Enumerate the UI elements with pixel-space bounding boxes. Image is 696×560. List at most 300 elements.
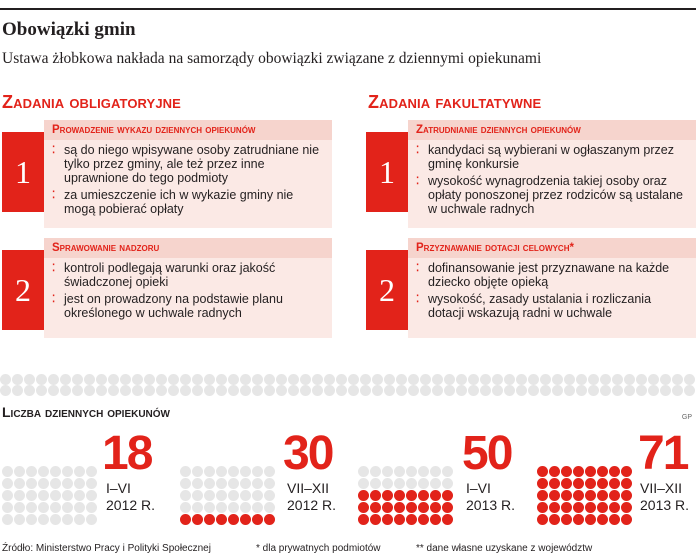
decorative-dot	[192, 385, 203, 396]
decorative-dot	[684, 374, 695, 385]
decorative-dot	[84, 374, 95, 385]
decorative-dot	[324, 374, 335, 385]
chart-mark-3	[597, 502, 608, 513]
decorative-dot	[372, 374, 383, 385]
chart-dot	[86, 502, 97, 513]
chart-mark-1	[216, 514, 227, 525]
chart-dot	[264, 490, 275, 501]
decorative-dot	[528, 374, 539, 385]
chart-dot	[86, 466, 97, 477]
bullet-icon: ⁚	[416, 176, 420, 187]
tick-label	[287, 480, 336, 514]
chart-mark-2	[418, 502, 429, 513]
chart-mark-1	[192, 514, 203, 525]
tick-label	[106, 480, 155, 514]
decorative-dot	[120, 374, 131, 385]
list-item	[52, 292, 326, 320]
decorative-dot	[36, 374, 47, 385]
card-list	[408, 258, 696, 329]
chart-mark-2	[382, 502, 393, 513]
chart-dot	[2, 490, 13, 501]
decorative-dot	[132, 385, 143, 396]
decorative-dot	[0, 374, 11, 385]
chart-mark-3	[561, 490, 572, 501]
chart-dot	[14, 514, 25, 525]
decorative-dot	[552, 385, 563, 396]
decorative-dot	[516, 374, 527, 385]
decorative-dot	[288, 374, 299, 385]
decorative-dot	[480, 385, 491, 396]
list-item-text: za umieszczenie ich w wykazie gminy nie mogą pobierać opłaty	[64, 188, 294, 216]
top-rule	[0, 8, 696, 10]
chart-dot	[74, 478, 85, 489]
chart-dot	[26, 490, 37, 501]
chart-dot	[180, 502, 191, 513]
decorative-dot	[552, 374, 563, 385]
chart-dot	[14, 478, 25, 489]
decorative-dot	[540, 374, 551, 385]
decorative-dot	[12, 385, 23, 396]
decorative-dot	[12, 374, 23, 385]
task-card	[366, 238, 696, 343]
chart-mark-2	[358, 502, 369, 513]
decorative-dot	[156, 374, 167, 385]
chart-mark-1	[240, 514, 251, 525]
chart-dot	[26, 478, 37, 489]
card-number: 1	[15, 153, 31, 190]
chart-mark-1	[228, 514, 239, 525]
chart-mark-3	[549, 478, 560, 489]
chart-dot	[62, 490, 73, 501]
list-item	[416, 174, 690, 216]
decorative-dot	[648, 374, 659, 385]
decorative-dot	[300, 374, 311, 385]
decorative-dot	[228, 385, 239, 396]
decorative-dot	[240, 385, 251, 396]
card-body	[44, 120, 332, 228]
decorative-dot	[420, 385, 431, 396]
chart-mark-2	[442, 514, 453, 525]
data-label: 50	[462, 427, 512, 480]
card-title: Przyznawanie dotacji celowych*	[408, 238, 696, 258]
decorative-dot	[588, 374, 599, 385]
decorative-dot	[456, 374, 467, 385]
chart-dot	[204, 478, 215, 489]
chart-dot	[252, 466, 263, 477]
chart-dot	[192, 466, 203, 477]
chart-mark-2	[442, 502, 453, 513]
data-label: 71	[638, 427, 688, 480]
chart-dot	[26, 502, 37, 513]
chart-mark-3	[585, 478, 596, 489]
decorative-dot	[96, 374, 107, 385]
chart-mark-3	[573, 502, 584, 513]
decorative-dot	[612, 374, 623, 385]
task-card	[2, 238, 332, 343]
chart-dot	[394, 466, 405, 477]
decorative-dot	[60, 385, 71, 396]
chart-mark-3	[621, 478, 632, 489]
chart-mark-2	[394, 502, 405, 513]
chart-mark-3	[537, 466, 548, 477]
data-label: 30	[283, 427, 333, 480]
card-number: 1	[379, 153, 395, 190]
chart-mark-3	[561, 514, 572, 525]
chart-dot	[418, 478, 429, 489]
chart-mark-3	[609, 502, 620, 513]
decorative-dot	[144, 385, 155, 396]
decorative-dot	[72, 385, 83, 396]
decorative-dot	[564, 374, 575, 385]
decorative-dot	[540, 385, 551, 396]
decorative-dot	[180, 374, 191, 385]
decorative-dot	[312, 374, 323, 385]
chart-mark-3	[585, 466, 596, 477]
bullet-icon: ⁚	[52, 263, 56, 274]
chart-mark-2	[394, 514, 405, 525]
chart-mark-1	[204, 514, 215, 525]
chart-mark-3	[597, 514, 608, 525]
decorative-dot	[408, 374, 419, 385]
chart-dot	[180, 478, 191, 489]
chart-dot	[62, 478, 73, 489]
chart-dot	[62, 502, 73, 513]
decorative-dot	[396, 374, 407, 385]
chart-dot	[38, 514, 49, 525]
chart-mark-3	[549, 490, 560, 501]
decorative-dot	[636, 374, 647, 385]
chart-dot	[252, 478, 263, 489]
chart-mark-2	[370, 502, 381, 513]
decorative-dot	[96, 385, 107, 396]
decorative-dot	[336, 385, 347, 396]
chart-dot	[86, 514, 97, 525]
chart-dot	[358, 478, 369, 489]
chart-dot	[252, 502, 263, 513]
card-title: Prowadzenie wykazu dziennych opiekunów	[44, 120, 332, 140]
decorative-dot	[360, 374, 371, 385]
chart-mark-3	[573, 466, 584, 477]
chart-dot	[26, 514, 37, 525]
source-note: Źródło: Ministerstwo Pracy i Polityki Społecznej	[2, 543, 211, 554]
decorative-dot	[660, 385, 671, 396]
chart-mark-2	[370, 514, 381, 525]
chart-mark-3	[609, 514, 620, 525]
list-item	[52, 188, 326, 216]
chart-mark-3	[537, 514, 548, 525]
list-item	[416, 292, 690, 320]
decorative-dot	[84, 385, 95, 396]
decorative-dot	[660, 374, 671, 385]
chart-dot	[74, 490, 85, 501]
chart-dot	[86, 490, 97, 501]
tick-label	[640, 480, 689, 514]
chart-dot	[228, 502, 239, 513]
decorative-dot	[120, 385, 131, 396]
chart-dot	[14, 466, 25, 477]
decorative-dot	[600, 385, 611, 396]
decorative-dot	[132, 374, 143, 385]
decorative-dot	[60, 374, 71, 385]
chart-mark-3	[549, 514, 560, 525]
chart-mark-3	[537, 490, 548, 501]
chart-dot	[14, 502, 25, 513]
chart-mark-2	[358, 514, 369, 525]
chart-dot	[180, 490, 191, 501]
card-number: 2	[15, 271, 31, 308]
decorative-dot	[300, 385, 311, 396]
chart-dot	[2, 466, 13, 477]
list-item-text: dofinansowanie jest przyznawane na każde dziecko objęte opieką	[428, 261, 670, 289]
decorative-dot	[432, 385, 443, 396]
publisher-logo: GP	[681, 414, 692, 421]
decorative-dot	[576, 385, 587, 396]
decorative-dot	[276, 385, 287, 396]
chart-dot	[358, 466, 369, 477]
card-body	[408, 120, 696, 228]
list-item-text: jest on prowadzony na podstawie planu określonego w uchwale radnych	[64, 292, 283, 320]
decorative-dot	[624, 374, 635, 385]
chart-dot	[2, 478, 13, 489]
chart-dot	[216, 490, 227, 501]
chart-mark-3	[573, 514, 584, 525]
decorative-dot	[384, 385, 395, 396]
list-item-text: kontroli podlegają warunki oraz jakość świadczonej opieki	[64, 261, 276, 289]
chart-mark-3	[609, 466, 620, 477]
chart-dot	[38, 478, 49, 489]
chart-mark-3	[621, 502, 632, 513]
chart-mark-2	[406, 502, 417, 513]
chart-mark-2	[430, 490, 441, 501]
tick-label-period: I–VI	[466, 480, 491, 496]
decorative-dot	[624, 385, 635, 396]
chart-dot	[50, 514, 61, 525]
decorative-dot	[636, 385, 647, 396]
chart-dot	[228, 490, 239, 501]
decorative-dot	[684, 385, 695, 396]
decorative-dot	[468, 385, 479, 396]
chart-dot	[382, 466, 393, 477]
decorative-dot	[216, 374, 227, 385]
chart-mark-3	[585, 502, 596, 513]
chart-dot	[228, 466, 239, 477]
chart-dot	[406, 466, 417, 477]
card-title: Sprawowanie nadzoru	[44, 238, 332, 258]
chart-mark-3	[609, 478, 620, 489]
data-label: 18	[102, 427, 152, 480]
chart-dot	[50, 466, 61, 477]
chart-mark-3	[585, 514, 596, 525]
decorative-dot	[492, 385, 503, 396]
tick-label-year: 2012 R.	[287, 497, 337, 513]
chart-mark-3	[585, 490, 596, 501]
chart-mark-3	[573, 490, 584, 501]
decorative-dot	[24, 385, 35, 396]
bullet-icon: ⁚	[52, 190, 56, 201]
card-list	[44, 258, 332, 329]
chart-mark-3	[621, 490, 632, 501]
chart-dot	[216, 466, 227, 477]
decorative-dot-band	[0, 374, 696, 396]
chart-mark-3	[549, 466, 560, 477]
chart-mark-2	[394, 490, 405, 501]
decorative-dot	[588, 385, 599, 396]
chart-dot	[38, 490, 49, 501]
decorative-dot	[204, 374, 215, 385]
card-list	[408, 140, 696, 225]
tick-label	[466, 480, 515, 514]
decorative-dot	[144, 374, 155, 385]
decorative-dot	[0, 385, 11, 396]
chart-dot	[370, 466, 381, 477]
chart-dot	[192, 490, 203, 501]
tick-label-year: 2013 R.	[640, 497, 690, 513]
chart-dot	[228, 478, 239, 489]
chart-title: Liczba dziennych opiekunów	[2, 404, 170, 420]
decorative-dot	[180, 385, 191, 396]
bullet-icon: ⁚	[416, 294, 420, 305]
chart-dot	[192, 478, 203, 489]
decorative-dot	[252, 385, 263, 396]
chart-mark-2	[358, 490, 369, 501]
chart-dot	[216, 478, 227, 489]
decorative-dot	[360, 385, 371, 396]
chart-dot	[50, 478, 61, 489]
decorative-dot	[576, 374, 587, 385]
chart-mark-3	[537, 478, 548, 489]
decorative-dot	[276, 374, 287, 385]
chart-mark-2	[442, 490, 453, 501]
tick-label-period: I–VI	[106, 480, 131, 496]
chart-dot	[86, 478, 97, 489]
card-number: 2	[379, 271, 395, 308]
decorative-dot	[240, 374, 251, 385]
chart-dot	[38, 502, 49, 513]
chart-mark-3	[597, 478, 608, 489]
chart-mark-1	[252, 514, 263, 525]
decorative-dot	[516, 385, 527, 396]
decorative-dot	[480, 374, 491, 385]
chart-dot	[14, 490, 25, 501]
chart-dot	[180, 466, 191, 477]
decorative-dot	[444, 374, 455, 385]
chart-dot	[2, 502, 13, 513]
decorative-dot	[348, 374, 359, 385]
chart-mark-3	[561, 502, 572, 513]
decorative-dot	[204, 385, 215, 396]
task-card	[366, 120, 696, 230]
chart-mark-2	[382, 490, 393, 501]
chart-mark-2	[418, 490, 429, 501]
decorative-dot	[408, 385, 419, 396]
chart-mark-3	[621, 514, 632, 525]
decorative-dot	[600, 374, 611, 385]
decorative-dot	[252, 374, 263, 385]
decorative-dot	[324, 385, 335, 396]
list-item-text: wysokość wynagrodzenia takiej osoby oraz opłaty ponoszonej przez rodziców są ustalane w uchwale radnych	[428, 174, 684, 216]
bullet-icon: ⁚	[416, 145, 420, 156]
decorative-dot	[288, 385, 299, 396]
decorative-dot	[648, 385, 659, 396]
chart-dot	[430, 478, 441, 489]
chart-mark-3	[621, 466, 632, 477]
section-heading-obligatory: Zadania obligatoryjne	[2, 92, 181, 112]
bullet-icon: ⁚	[52, 145, 56, 156]
decorative-dot	[336, 374, 347, 385]
chart-dot	[204, 502, 215, 513]
decorative-dot	[432, 374, 443, 385]
decorative-dot	[528, 385, 539, 396]
decorative-dot	[48, 385, 59, 396]
chart-mark-2	[430, 514, 441, 525]
footnote-regional: ** dane własne uzyskane z województw	[416, 543, 593, 554]
chart-dot	[240, 490, 251, 501]
list-item	[52, 143, 326, 185]
decorative-dot	[72, 374, 83, 385]
decorative-dot	[372, 385, 383, 396]
decorative-dot	[348, 385, 359, 396]
decorative-dot	[420, 374, 431, 385]
chart-mark-2	[370, 490, 381, 501]
decorative-dot	[156, 385, 167, 396]
chart-dot	[2, 514, 13, 525]
list-item	[416, 261, 690, 289]
decorative-dot	[168, 385, 179, 396]
chart-dot	[204, 466, 215, 477]
decorative-dot	[468, 374, 479, 385]
page-title: Obowiązki gmin	[2, 19, 136, 40]
chart-dot	[50, 502, 61, 513]
decorative-dot	[108, 374, 119, 385]
decorative-dot	[612, 385, 623, 396]
chart-dot	[264, 466, 275, 477]
chart-mark-2	[406, 490, 417, 501]
decorative-dot	[192, 374, 203, 385]
chart-dot	[252, 490, 263, 501]
chart-dot	[204, 490, 215, 501]
chart-dot	[418, 466, 429, 477]
chart-dot	[442, 466, 453, 477]
tick-label-year: 2012 R.	[106, 497, 156, 513]
bullet-icon: ⁚	[416, 263, 420, 274]
decorative-dot	[48, 374, 59, 385]
decorative-dot	[216, 385, 227, 396]
chart-dot	[62, 466, 73, 477]
tick-label-period: VII–XII	[287, 480, 330, 496]
chart-dot	[240, 478, 251, 489]
decorative-dot	[672, 374, 683, 385]
task-card	[2, 120, 332, 230]
chart-dot	[26, 466, 37, 477]
chart-dot	[240, 466, 251, 477]
decorative-dot	[264, 385, 275, 396]
card-title: Zatrudnianie dziennych opiekunów	[408, 120, 696, 140]
chart-mark-3	[549, 502, 560, 513]
section-heading-optional: Zadania fakultatywne	[368, 92, 542, 112]
chart-mark-3	[597, 490, 608, 501]
card-body	[408, 238, 696, 338]
tick-label-period: VII–XII	[640, 480, 683, 496]
chart-dot	[74, 466, 85, 477]
decorative-dot	[564, 385, 575, 396]
list-item-text: wysokość, zasady ustalania i rozliczania dotacji wskazują radni w uchwale	[428, 292, 652, 320]
chart-dot	[406, 478, 417, 489]
chart-dot	[74, 502, 85, 513]
footnote-private: * dla prywatnych podmiotów	[256, 543, 381, 554]
chart-mark-1	[180, 514, 191, 525]
chart-dot	[192, 502, 203, 513]
decorative-dot	[108, 385, 119, 396]
